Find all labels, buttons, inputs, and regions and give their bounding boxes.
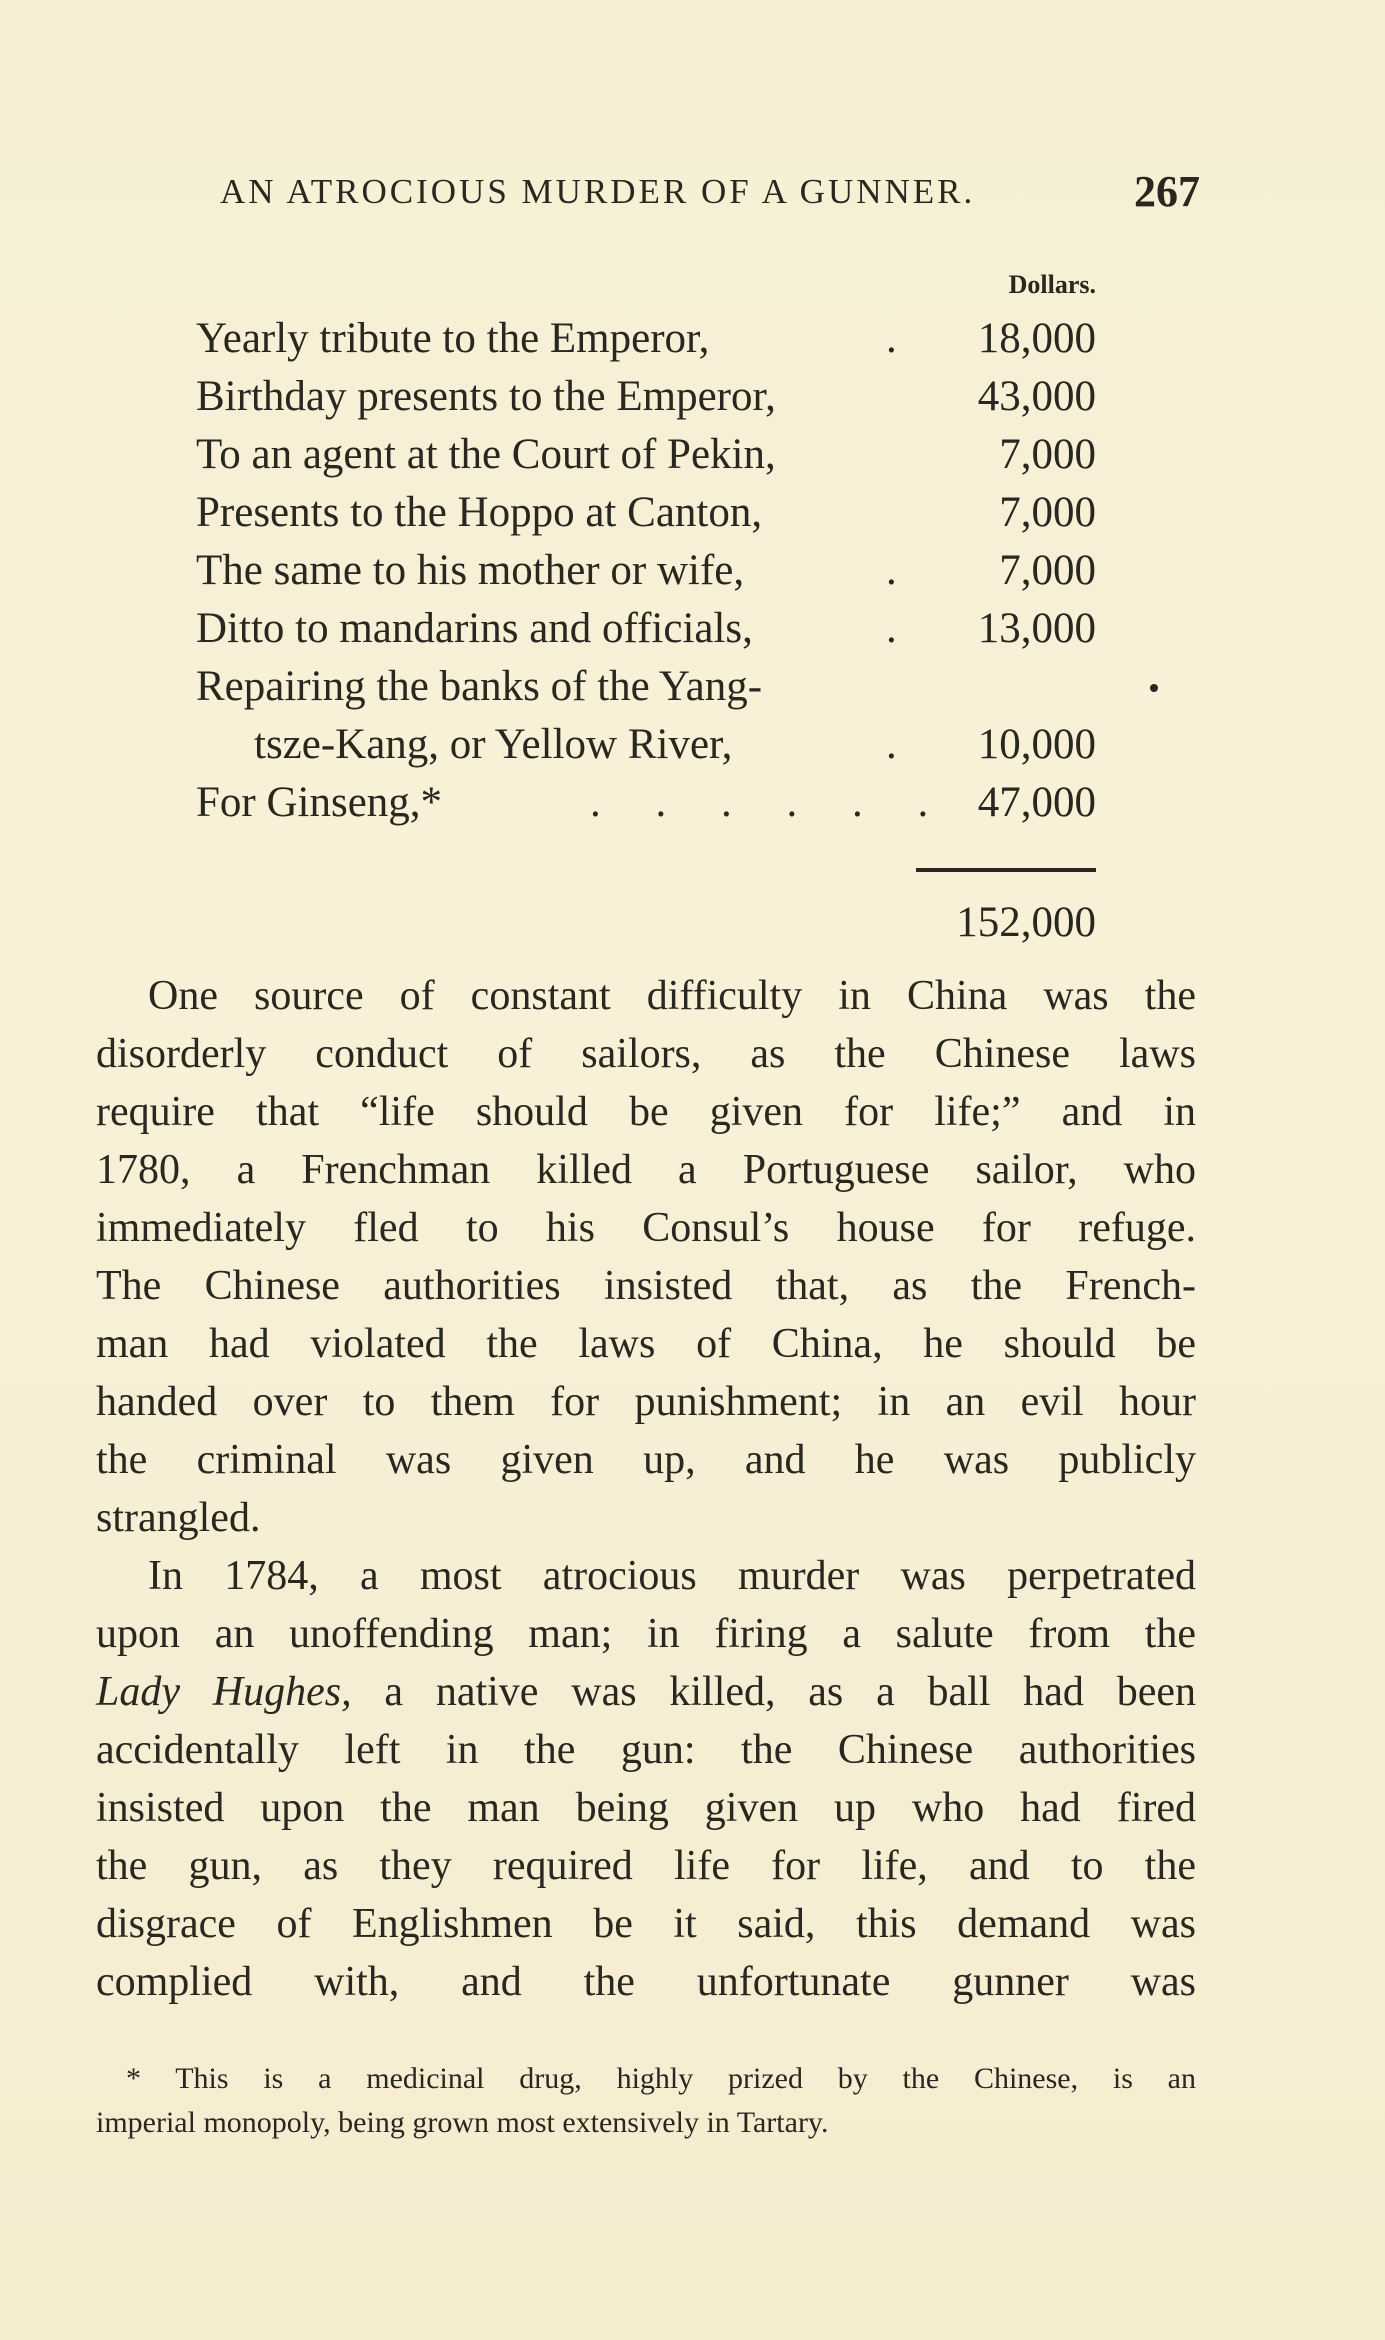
row-amount: 43,000: [977, 373, 1096, 420]
column-header: Dollars.: [1008, 270, 1096, 299]
row-dot: .: [886, 721, 897, 768]
sum-rule: [916, 868, 1096, 872]
row-label: The same to his mother or wife,: [196, 547, 745, 594]
text-line: upon an unoffending man; in firing a salute from the: [96, 1611, 1196, 1657]
table-total: 152,000: [956, 899, 1096, 946]
text-line: complied with, and the unfortunate gunner was: [96, 1959, 1196, 2005]
text-line: The Chinese authorities insisted that, as the French-: [96, 1263, 1196, 1309]
footnote-line: imperial monopoly, being grown most extensively in Tartary.: [96, 2106, 829, 2139]
page-header: [220, 167, 1220, 222]
text-line: immediately fled to his Consul’s house for refuge.: [96, 1205, 1196, 1251]
table-row: [196, 372, 1096, 430]
row-amount: 10,000: [977, 721, 1096, 768]
table-row: [196, 314, 1096, 372]
text-line: disgrace of Englishmen be it said, this demand was: [96, 1901, 1196, 1947]
row-amount: 7,000: [999, 431, 1096, 478]
text-line: accidentally left in the gun: the Chinese authorities: [96, 1727, 1196, 1773]
text-line: insisted upon the man being given up who had fired: [96, 1785, 1196, 1831]
row-label: To an agent at the Court of Pekin,: [196, 431, 776, 478]
text-line-rest: a native was killed, as a ball had been: [351, 1669, 1196, 1715]
row-label: Yearly tribute to the Emperor,: [196, 315, 710, 362]
row-label: For Ginseng,*: [196, 779, 443, 826]
row-dot: .: [886, 315, 897, 362]
stray-mark: [1150, 684, 1158, 692]
row-amount: 7,000: [999, 547, 1096, 594]
running-title: AN ATROCIOUS MURDER OF A GUNNER.: [220, 172, 976, 211]
text-line: 1780, a Frenchman killed a Portuguese sailor, who: [96, 1147, 1196, 1193]
text-line: the gun, as they required life for life, and to the: [96, 1843, 1196, 1889]
table-row: [196, 720, 1096, 778]
text-line: require that “life should be given for life;” and in: [96, 1089, 1196, 1135]
row-label: Birthday presents to the Emperor,: [196, 373, 776, 420]
table-row: [196, 488, 1096, 546]
table-row: [196, 778, 1096, 836]
footnote-line: * This is a medicinal drug, highly prized by the Chinese, is an: [126, 2062, 1196, 2095]
text-line: the criminal was given up, and he was publicly: [96, 1437, 1196, 1483]
table-row: [196, 546, 1096, 604]
text-line: handed over to them for punishment; in an evil hour: [96, 1379, 1196, 1425]
row-amount: 47,000: [977, 779, 1096, 826]
page-number: 267: [1134, 167, 1200, 216]
table-row: [196, 662, 1096, 720]
row-label: Presents to the Hoppo at Canton,: [196, 489, 763, 536]
row-leader-dots: . . . . . .: [590, 779, 951, 826]
text-line: In 1784, a most atrocious murder was perpetrated: [148, 1553, 1196, 1599]
ship-name: Lady Hughes,: [96, 1669, 352, 1715]
row-label: tsze-Kang, or Yellow River,: [254, 721, 733, 768]
text-line: disorderly conduct of sailors, as the Chinese laws: [96, 1031, 1196, 1077]
table-row: [196, 604, 1096, 662]
row-amount: 13,000: [977, 605, 1096, 652]
text-line: One source of constant difficulty in China was the: [148, 973, 1196, 1019]
row-dot: .: [886, 605, 897, 652]
text-line: [96, 1668, 1196, 1726]
table-row: [196, 430, 1096, 488]
row-dot: .: [886, 547, 897, 594]
row-label: Repairing the banks of the Yang-: [196, 663, 763, 710]
row-amount: 7,000: [999, 489, 1096, 536]
text-line: man had violated the laws of China, he should be: [96, 1321, 1196, 1367]
text-line: strangled.: [96, 1495, 261, 1541]
row-label: Ditto to mandarins and officials,: [196, 605, 753, 652]
row-amount: 18,000: [977, 315, 1096, 362]
